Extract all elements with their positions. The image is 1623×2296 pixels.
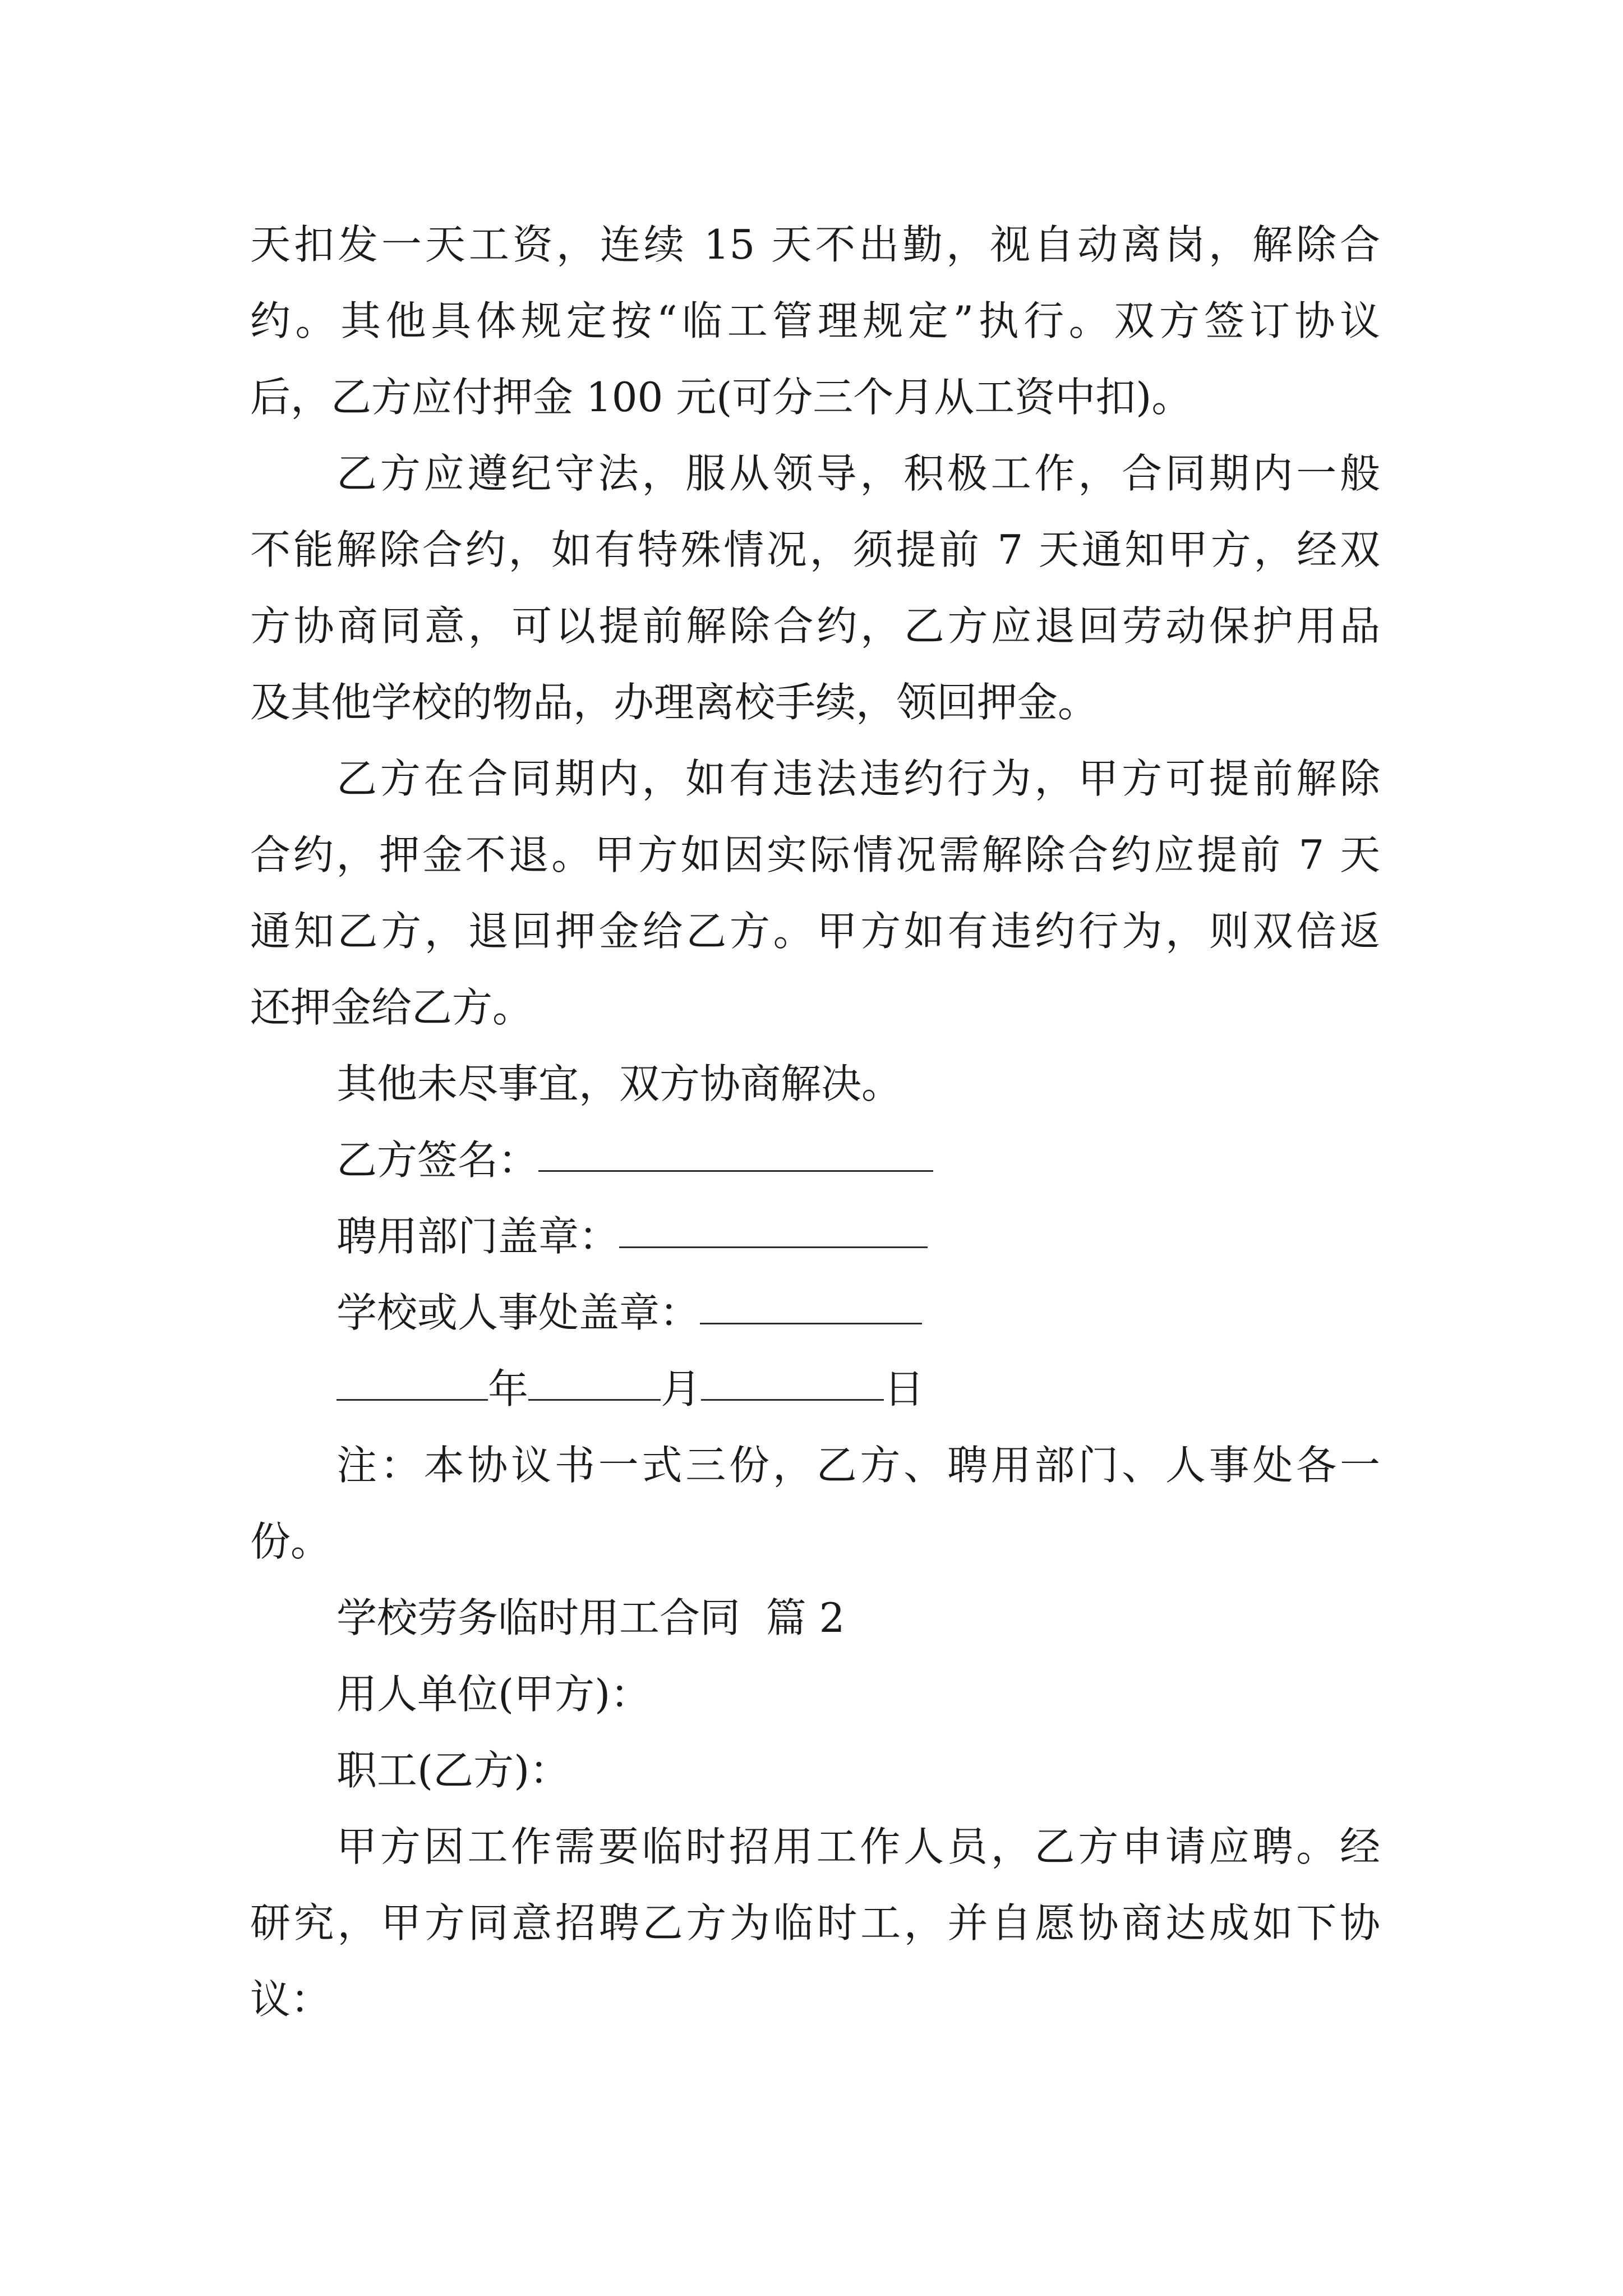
date-day-blank[interactable]: [701, 1354, 884, 1401]
paragraph-line: 后，乙方应付押金 100 元(可分三个月从工资中扣)。: [250, 374, 1192, 421]
dept-seal-label: 聘用部门盖章：: [336, 1213, 620, 1260]
paragraph-line: 及其他学校的物品，办理离校手续，领回押金。: [250, 679, 1099, 726]
paragraph-line: 乙方在合同期内，如有违法违约行为，甲方可提前解除: [336, 755, 1380, 802]
paragraph-line: 议：: [250, 1976, 331, 2023]
paragraph-line: 通知乙方，退回押金给乙方。甲方如有违约行为，则双倍返: [250, 908, 1380, 955]
party-b-signature-row: [336, 1122, 933, 1198]
paragraph-line: 乙方应遵纪守法，服从领导，积极工作，合同期内一般: [336, 450, 1380, 497]
paragraph-line: 方协商同意，可以提前解除合约，乙方应退回劳动保护用品: [250, 602, 1380, 650]
note-line: 注：本协议书一式三份，乙方、聘用部门、人事处各一: [336, 1442, 1380, 1489]
paragraph-line: 约。其他具体规定按“临工管理规定”执行。双方签订协议: [250, 297, 1380, 344]
date-day-label: 日: [884, 1365, 925, 1412]
date-row: [336, 1351, 924, 1427]
date-month-blank[interactable]: [528, 1354, 661, 1401]
employer-label: 用人单位(甲方)：: [336, 1671, 651, 1718]
paragraph-line: 甲方因工作需要临时招用工作人员，乙方申请应聘。经: [336, 1823, 1380, 1870]
school-seal-row: [336, 1274, 922, 1351]
date-year-blank[interactable]: [336, 1354, 488, 1401]
paragraph-line: 不能解除合约，如有特殊情况，须提前 7 天通知甲方，经双: [250, 526, 1380, 573]
date-year-label: 年: [488, 1365, 529, 1412]
dept-seal-blank[interactable]: [619, 1202, 928, 1248]
dept-seal-row: [336, 1198, 928, 1274]
school-seal-label: 学校或人事处盖章：: [336, 1289, 700, 1336]
section-title: 学校劳务临时用工合同 篇 2: [336, 1594, 845, 1641]
paragraph-line: 研究，甲方同意招聘乙方为临时工，并自愿协商达成如下协: [250, 1899, 1380, 1947]
date-month-label: 月: [661, 1365, 702, 1412]
paragraph-line: 合约，押金不退。甲方如因实际情况需解除合约应提前 7 天: [250, 831, 1380, 878]
paragraph-line: 其他未尽事宜，双方协商解决。: [336, 1060, 902, 1107]
paragraph-line: 天扣发一天工资，连续 15 天不出勤，视自动离岗，解除合: [250, 221, 1380, 268]
party-b-signature-label: 乙方签名：: [336, 1137, 539, 1184]
paragraph-line: 还押金给乙方。: [250, 984, 533, 1031]
note-line: 份。: [250, 1518, 331, 1565]
school-seal-blank[interactable]: [700, 1278, 922, 1324]
employee-label: 职工(乙方)：: [336, 1747, 570, 1794]
party-b-signature-blank[interactable]: [538, 1125, 933, 1172]
